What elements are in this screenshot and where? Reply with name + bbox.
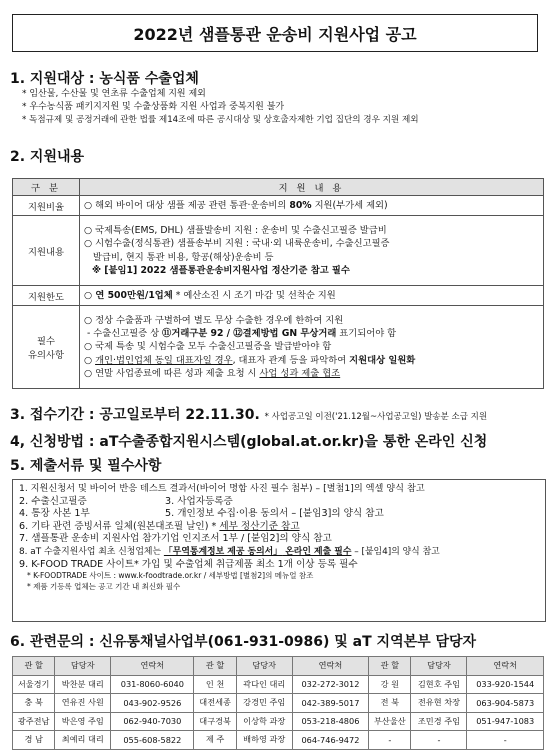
row-label-content: 지원내용 [13,216,80,286]
table-row: 광주전남 박은영 주임 062-940-7030 대구경북 이상학 과장 053-218-4806 부산울산 조민경 주임 051-947-1083 [13,712,544,731]
section-3-heading: 3. 접수기간 : 공고일로부터 22.11.30. * 사업공고일 이전('21.12월~사업공고일) 발송분 소급 지원 [10,407,488,423]
col-header-category: 구 분 [13,179,80,196]
s1-bullet: * 독점규제 및 공정거래에 관한 법률 제14조에 따른 공시대상 및 상호출자제한 기업 집단의 경우 지원 제외 [22,115,419,125]
section-5-heading: 5. 제출서류 및 필수사항 [10,458,162,474]
table-row: 충 북 연유진 사원 043-902-9526 대전세종 강경민 주임 042-389-5017 전 북 전유현 차장 063-904-5873 [13,694,544,713]
submission-docs-box: 1. 지원신청서 및 바이어 반응 테스트 결과서(바이어 명함 사진 필수 첨부) – [별첨1]의 엑셀 양식 참고 2. 수출신고필증 3. 사업자등록증 4. 통장 사본 1부 5. 개인정보 수집·이용 동의서 – [붙임3]의 양식 참고 6. 기타 관련 증빙서류 일체(원본대조필 날인) * 세부 정산기준 참고 7. 샘플통관 운송비 지원사업 참가기업 인지조서 1부 / [붙임2]의 양식 참고 8. aT 수출지원사업 최초 신청업체는 「무역통계정보 제공 동의서」 온라인 제출 필수 – [붙임4]의 양식 참고 9. K-FOOD TRADE 사이트* 가입 및 수출업체 취급제품 최소 1개 이상 등록 필수 * K-FOODTRADE 사이트 : www.k-foodtrade.or.kr / 세부방법 [별첨2]의 메뉴얼 참조 * 제품 기등록 업체는 공고 기간 내 최신화 필수 [12,479,546,622]
section-6-heading: 6. 관련문의 : 신유통채널사업부(061-931-0986) 및 aT 지역본부 담당자 [10,634,477,650]
support-content-table [12,178,544,389]
col-header-content: 지 원 내 용 [80,179,544,196]
section-2-heading: 2. 지원내용 [10,149,85,165]
row-label-limit: 지원한도 [13,286,80,306]
content-note: ※ [붙임1] 2022 샘플통관운송비지원사업 정산기준 참고 필수 [92,264,350,276]
ratio-cell: ○ 해외 바이어 대상 샘플 제공 관련 통관·운송비의 80% 지원(부가세 제외) [80,196,544,216]
table-row: 경 남 최예리 대리 055-608-5822 제 주 배하영 과장 064-746-9472 - - - [13,731,544,750]
s1-bullet: * 임산물, 수산물 및 연초류 수출업체 지원 제외 [22,89,206,99]
table-row: 서울경기 박찬분 대리 031-8060-6040 인 천 곽다인 대리 032-272-3012 강 원 김현호 주임 033-920-1544 [13,675,544,694]
row-label-notice: 필수 유의사항 [13,306,80,389]
section-3-subnote: * 사업공고일 이전('21.12월~사업공고일) 발송분 소급 지원 [264,412,488,422]
page-title: 2022년 샘플통관 운송비 지원사업 공고 [12,14,538,52]
contact-table: 관 할 담당자 연락처 관 할 담당자 연락처 관 할 담당자 연락처 서울경기 박찬분 대리 031-8060-6040 인 천 곽다인 대리 032-272-3012 강 원 김현호 주임 033-920-1544 충 북 연유진 사원 043-902-9526 대전세종 강경민 주임 042-389-5017 전 북 전유현 차장 063-904-5873 광주전남 박은영 주임 062-940-7030 대구경북 이상학 과장 053-218-4806 부산울산 조민경 주임 051-947-1083 경 남 최예리 대리 055-608-5822 제 주 배하영 과장 064-746-9472 - - - [12,656,544,750]
limit-cell: ○ 연 500만원/1업체 * 예산소진 시 조기 마감 및 선착순 지원 [80,286,544,306]
section-1-heading: 1. 지원대상 : 농식품 수출업체 [10,71,199,87]
notice-cell: ○ 정상 수출품과 구별하여 별도 무상 수출한 경우에 한하여 지원 - 수출신고필증 상 ⑪거래구분 92 / ⑫결제방법 GN 무상거래 표기되어야 함 ○ 국제 특송 및 시험수출 모두 수출신고필증을 발급받아야 함 ○ 개인·법인업체 동일 대표자일 경우, 대표자 관계 등을 파악하여 지원대상 일원화 ○ 연말 사업종료에 따른 성과 제출 요청 시 사업 성과 제출 협조 [80,306,544,389]
row-label-ratio: 지원비율 [13,196,80,216]
s1-bullet: * 우수농식품 패키지지원 및 수출상품화 지원 사업과 중복지원 불가 [22,102,285,112]
section-4-heading: 4, 신청방법 : aT수출종합지원시스템(global.at.or.kr)을 통한 온라인 신청 [10,434,488,450]
content-cell: ○ 국제특송(EMS, DHL) 샘플발송비 지원 : 운송비 및 수출신고필증 발급비 ○ 시험수출(정식통관) 샘플송부비 지원 : 국내·외 내륙운송비, 수출신고필증 발급비, 현지 통관 비용, 항공(해상)운송비 등 ※ [붙임1] 2022 샘플통관운송비지원사업 정산기준 참고 필수 [80,216,544,286]
